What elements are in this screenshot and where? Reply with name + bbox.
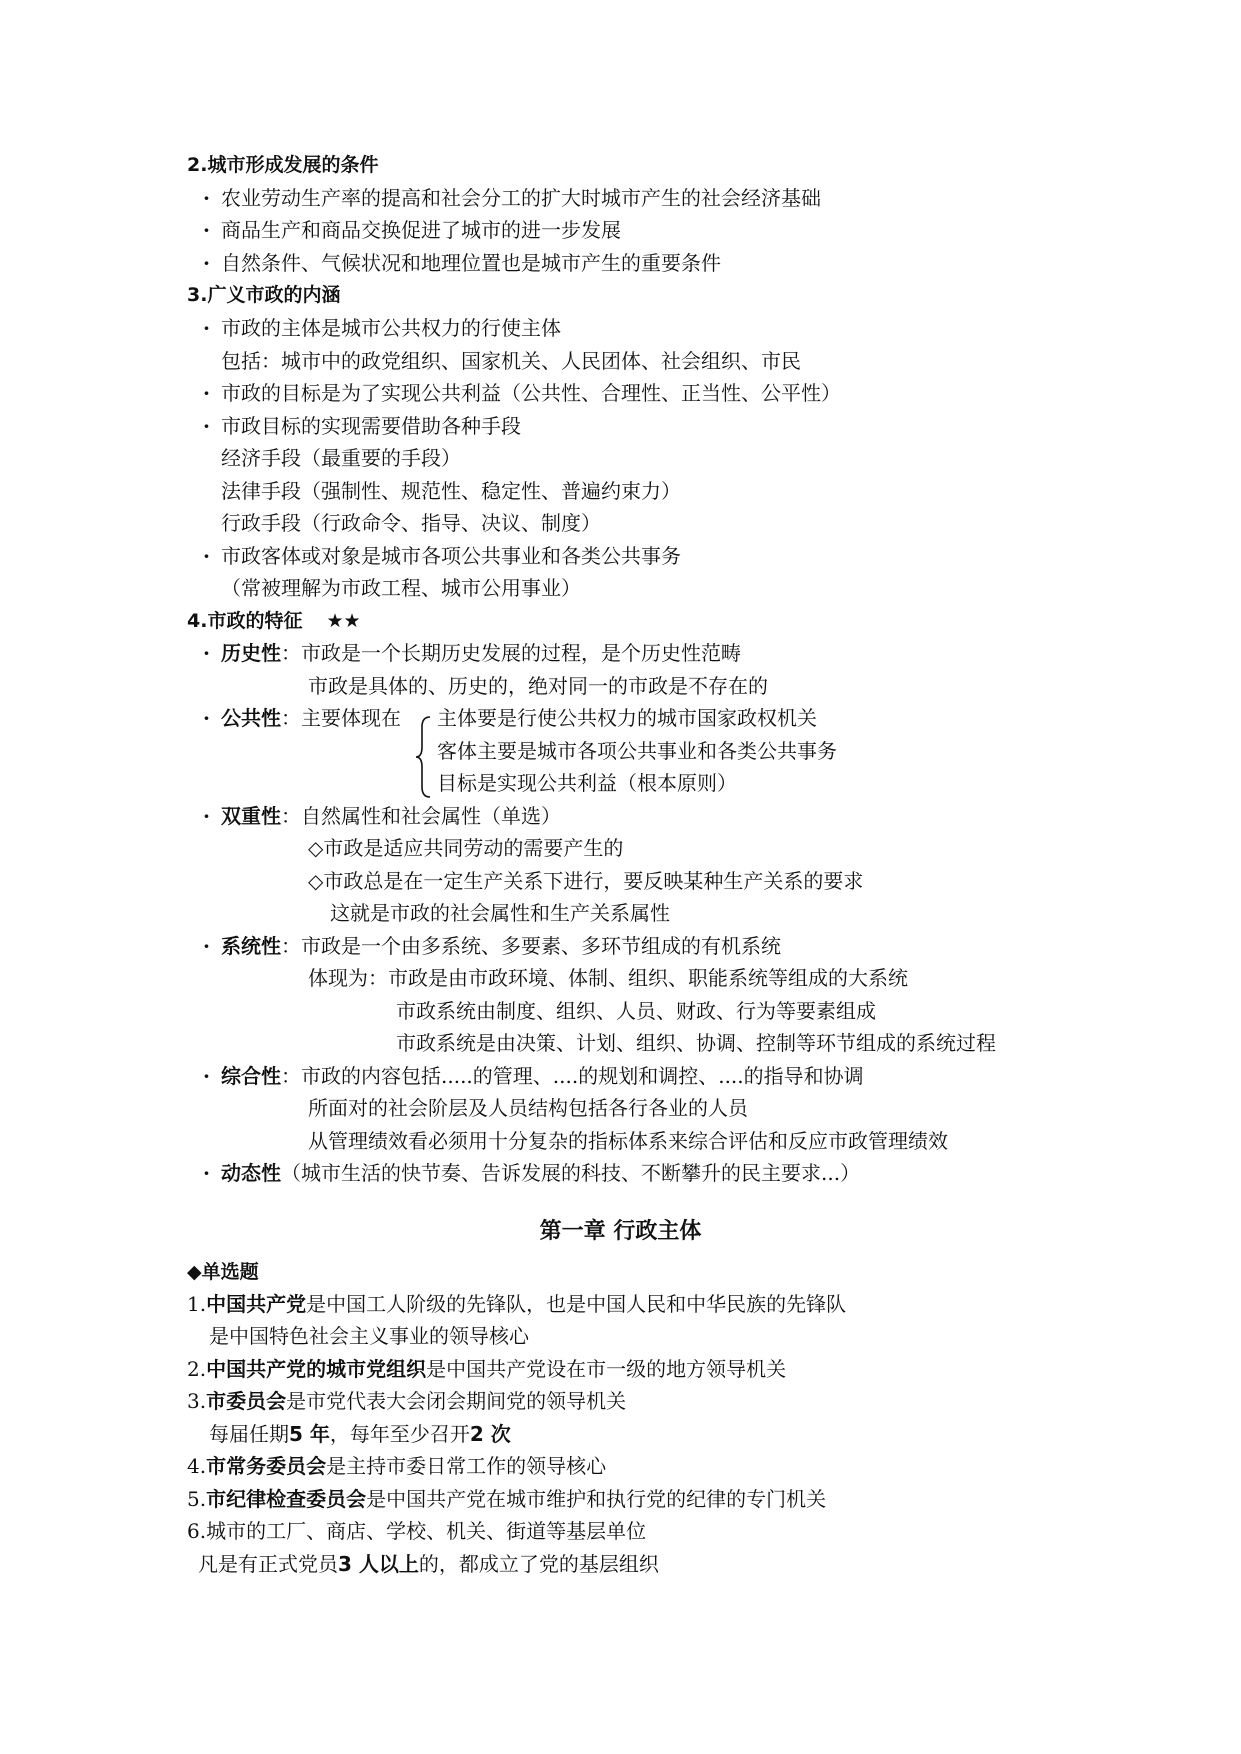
section-2-title: 2.城市形成发展的条件	[187, 154, 379, 176]
importance-stars: ★★	[326, 610, 361, 632]
feature-system: · 系统性：市政是一个由多系统、多要素、多环节组成的有机系统	[203, 930, 781, 962]
bullet-icon: ·	[203, 934, 210, 958]
feature-label: 综合性	[221, 1064, 281, 1088]
question-type-heading: ◆单选题	[187, 1261, 259, 1283]
question-subline: 每届任期5 年，每年至少召开2 次	[209, 1422, 511, 1446]
bullet-icon: ·	[203, 316, 210, 340]
question-item: 3.市委员会是市党代表大会闭会期间党的领导机关	[187, 1389, 627, 1413]
bullet-icon: ·	[203, 544, 210, 568]
bullet-icon: ·	[203, 641, 210, 665]
feature-line: 市政系统是由决策、计划、组织、协调、控制等环节组成的系统过程	[396, 1031, 996, 1055]
section-4-title: 4.市政的特征 ★★	[187, 610, 361, 632]
feature-label: 历史性	[221, 641, 281, 665]
question-subline: 凡是有正式党员3 人以上的，都成立了党的基层组织	[198, 1552, 659, 1576]
bullet-icon: ·	[203, 251, 210, 275]
list-item: · 农业劳动生产率的提高和社会分工的扩大时城市产生的社会经济基础	[203, 182, 821, 214]
section-3-title: 3.广义市政的内涵	[187, 284, 341, 306]
feature-label: 公共性	[221, 706, 281, 730]
question-item: 1.中国共产党是中国工人阶级的先锋队，也是中国人民和中华民族的先锋队	[187, 1292, 847, 1316]
list-subitem: （常被理解为市政工程、城市公用事业）	[221, 576, 581, 600]
question-item: 6.城市的工厂、商店、学校、机关、街道等基层单位	[187, 1519, 647, 1543]
question-subline: 是中国特色社会主义事业的领导核心	[209, 1324, 529, 1348]
bullet-icon: ·	[203, 381, 210, 405]
chapter-title: 第一章 行政主体	[539, 1219, 702, 1244]
bullet-icon: ·	[203, 186, 210, 210]
list-subitem: 行政手段（行政命令、指导、决议、制度）	[221, 511, 601, 535]
list-subitem: 法律手段（强制性、规范性、稳定性、普遍约束力）	[221, 479, 681, 503]
list-subitem: 经济手段（最重要的手段）	[221, 446, 461, 470]
question-item: 5.市纪律检查委员会是中国共产党在城市维护和执行党的纪律的专门机关	[187, 1487, 827, 1511]
feature-line: 主体要是行使公共权力的城市国家政权机关	[437, 706, 817, 730]
bullet-icon: ·	[203, 414, 210, 438]
feature-line: 从管理绩效看必须用十分复杂的指标体系来综合评估和反应市政管理绩效	[308, 1129, 948, 1153]
bullet-icon: ·	[203, 1064, 210, 1088]
bullet-icon: ·	[203, 706, 210, 730]
bullet-icon: ·	[203, 1161, 210, 1185]
curly-brace-icon	[414, 713, 436, 801]
list-item: · 商品生产和商品交换促进了城市的进一步发展	[203, 214, 621, 246]
list-item: · 市政的主体是城市公共权力的行使主体	[203, 312, 561, 344]
feature-label: 双重性	[221, 804, 281, 828]
list-item: · 市政客体或对象是城市各项公共事业和各类公共事务	[203, 540, 681, 572]
feature-dynamic: · 动态性（城市生活的快节奏、告诉发展的科技、不断攀升的民主要求...）	[203, 1157, 860, 1189]
feature-public: · 公共性：主要体现在	[203, 702, 401, 734]
feature-line: 这就是市政的社会属性和生产关系属性	[330, 901, 670, 925]
feature-label: 系统性	[221, 934, 281, 958]
list-item: · 市政的目标是为了实现公共利益（公共性、合理性、正当性、公平性）	[203, 377, 841, 409]
feature-line: 目标是实现公共利益（根本原则）	[437, 771, 737, 795]
feature-label: 动态性	[221, 1161, 281, 1185]
list-item: · 市政目标的实现需要借助各种手段	[203, 410, 521, 442]
question-item: 4.市常务委员会是主持市委日常工作的领导核心	[187, 1454, 607, 1478]
feature-history: · 历史性：市政是一个长期历史发展的过程，是个历史性范畴	[203, 637, 741, 669]
feature-dual: · 双重性：自然属性和社会属性（单选）	[203, 800, 561, 832]
feature-line: 市政是具体的、历史的，绝对同一的市政是不存在的	[308, 674, 768, 698]
feature-line: 客体主要是城市各项公共事业和各类公共事务	[437, 739, 837, 763]
feature-line: 所面对的社会阶层及人员结构包括各行各业的人员	[308, 1096, 748, 1120]
feature-line: 体现为：市政是由市政环境、体制、组织、职能系统等组成的大系统	[308, 966, 908, 990]
feature-line: ◇市政总是在一定生产关系下进行，要反映某种生产关系的要求	[308, 869, 864, 893]
list-item: · 自然条件、气候状况和地理位置也是城市产生的重要条件	[203, 247, 721, 279]
feature-line: ◇市政是适应共同劳动的需要产生的	[308, 836, 624, 860]
bullet-icon: ·	[203, 804, 210, 828]
bullet-icon: ·	[203, 218, 210, 242]
question-item: 2.中国共产党的城市党组织是中国共产党设在市一级的地方领导机关	[187, 1357, 787, 1381]
feature-line: 市政系统由制度、组织、人员、财政、行为等要素组成	[396, 999, 876, 1023]
feature-comprehensive: · 综合性：市政的内容包括.....的管理、....的规划和调控、....的指导和协调	[203, 1060, 864, 1092]
list-subitem: 包括：城市中的政党组织、国家机关、人民团体、社会组织、市民	[221, 349, 801, 373]
